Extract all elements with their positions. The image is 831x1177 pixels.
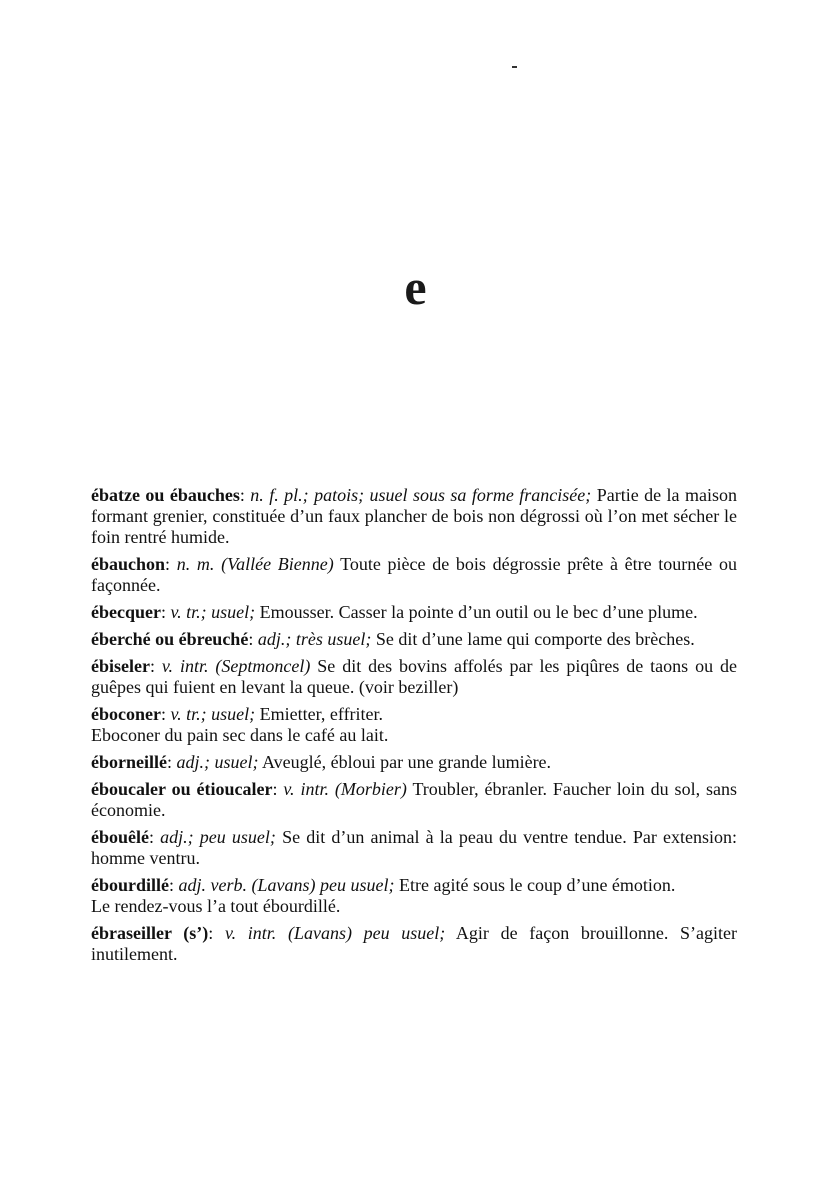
entry-headword: ébiseler (91, 656, 150, 676)
entry-definition: Troubler, ébranler. Faucher loin du sol, sans économie. (91, 779, 737, 820)
entry-definition: Agir de façon brouillonne. S’agiter inutilement. (91, 923, 737, 964)
entry-separator: : (272, 779, 284, 799)
dictionary-entry (91, 923, 737, 965)
entry-example: Le rendez-vous l’a tout ébourdillé. (91, 896, 341, 916)
entry-grammar-note: n. f. pl.; patois; usuel sous sa forme francisée; (250, 485, 592, 505)
dictionary-entry (91, 827, 737, 869)
entry-definition: Se dit d’un animal à la peau du ventre tendue. Par extension: homme ventru. (91, 827, 737, 868)
entry-headword: éborneillé (91, 752, 167, 772)
entry-separator: : (239, 485, 251, 505)
dictionary-entry (91, 752, 737, 773)
entry-separator: : (165, 554, 177, 574)
entry-grammar-note: v. intr. (Lavans) peu usuel; (224, 923, 446, 943)
entry-separator: : (248, 629, 258, 649)
entry-definition: Se dit d’une lame qui comporte des brèches. (371, 629, 695, 649)
entry-headword: ébauchon (91, 554, 166, 574)
entry-separator: : (166, 752, 177, 772)
section-letter-heading: e (404, 259, 427, 315)
dictionary-entry (91, 875, 737, 917)
entry-grammar-note: v. intr. (Morbier) (283, 779, 407, 799)
entry-definition: Aveuglé, ébloui par une grande lumière. (258, 752, 552, 772)
entry-separator: : (160, 602, 171, 622)
entry-definition: Toute pièce de bois dégrossie prête à être tournée ou façonnée. (91, 554, 737, 595)
entry-separator: : (208, 923, 225, 943)
entry-example: Eboconer du pain sec dans le café au lait. (91, 725, 389, 745)
entry-grammar-note: n. m. (Vallée Bienne) (176, 554, 334, 574)
entry-grammar-note: v. intr. (Septmoncel) (161, 656, 311, 676)
entry-headword: éberché ou ébreuché (91, 629, 249, 649)
entry-definition: Etre agité sous le coup d’une émotion. (394, 875, 676, 895)
dictionary-entry (91, 704, 737, 746)
entry-definition: Partie de la maison formant grenier, constituée d’un faux plancher de bois non dégrossi où l’on met sécher le foin rentré humide. (91, 485, 737, 547)
dictionary-entries (91, 485, 737, 971)
entry-headword: ébraseiller (s’) (91, 923, 209, 943)
entry-grammar-note: adj.; très usuel; (257, 629, 372, 649)
entry-separator: : (160, 704, 171, 724)
dictionary-entry (91, 656, 737, 698)
dictionary-entry (91, 602, 737, 623)
entry-separator: : (169, 875, 179, 895)
entry-headword: ébourdillé (91, 875, 170, 895)
dictionary-entry (91, 485, 737, 548)
entry-separator: : (149, 656, 162, 676)
entry-grammar-note: v. tr.; usuel; (170, 704, 256, 724)
entry-definition: Emietter, effriter. (255, 704, 384, 724)
entry-separator: : (149, 827, 161, 847)
print-speck-mark (512, 66, 517, 68)
dictionary-entry (91, 554, 737, 596)
entry-headword: ébatze ou ébauches (91, 485, 240, 505)
entry-headword: éboconer (91, 704, 161, 724)
entry-definition: Se dit des bovins affolés par les piqûres de taons ou de guêpes qui fuient en levant la queue. (voir beziller) (91, 656, 737, 697)
entry-grammar-note: adj.; peu usuel; (160, 827, 276, 847)
entry-grammar-note: adj. verb. (Lavans) peu usuel; (178, 875, 395, 895)
entry-definition: Emousser. Casser la pointe d’un outil ou le bec d’une plume. (255, 602, 698, 622)
dictionary-entry (91, 779, 737, 821)
entry-headword: ébecquer (91, 602, 161, 622)
entry-headword: éboucaler ou étioucaler (91, 779, 273, 799)
dictionary-entry (91, 629, 737, 650)
entry-grammar-note: adj.; usuel; (176, 752, 259, 772)
entry-grammar-note: v. tr.; usuel; (170, 602, 256, 622)
entry-headword: ébouêlé (91, 827, 149, 847)
